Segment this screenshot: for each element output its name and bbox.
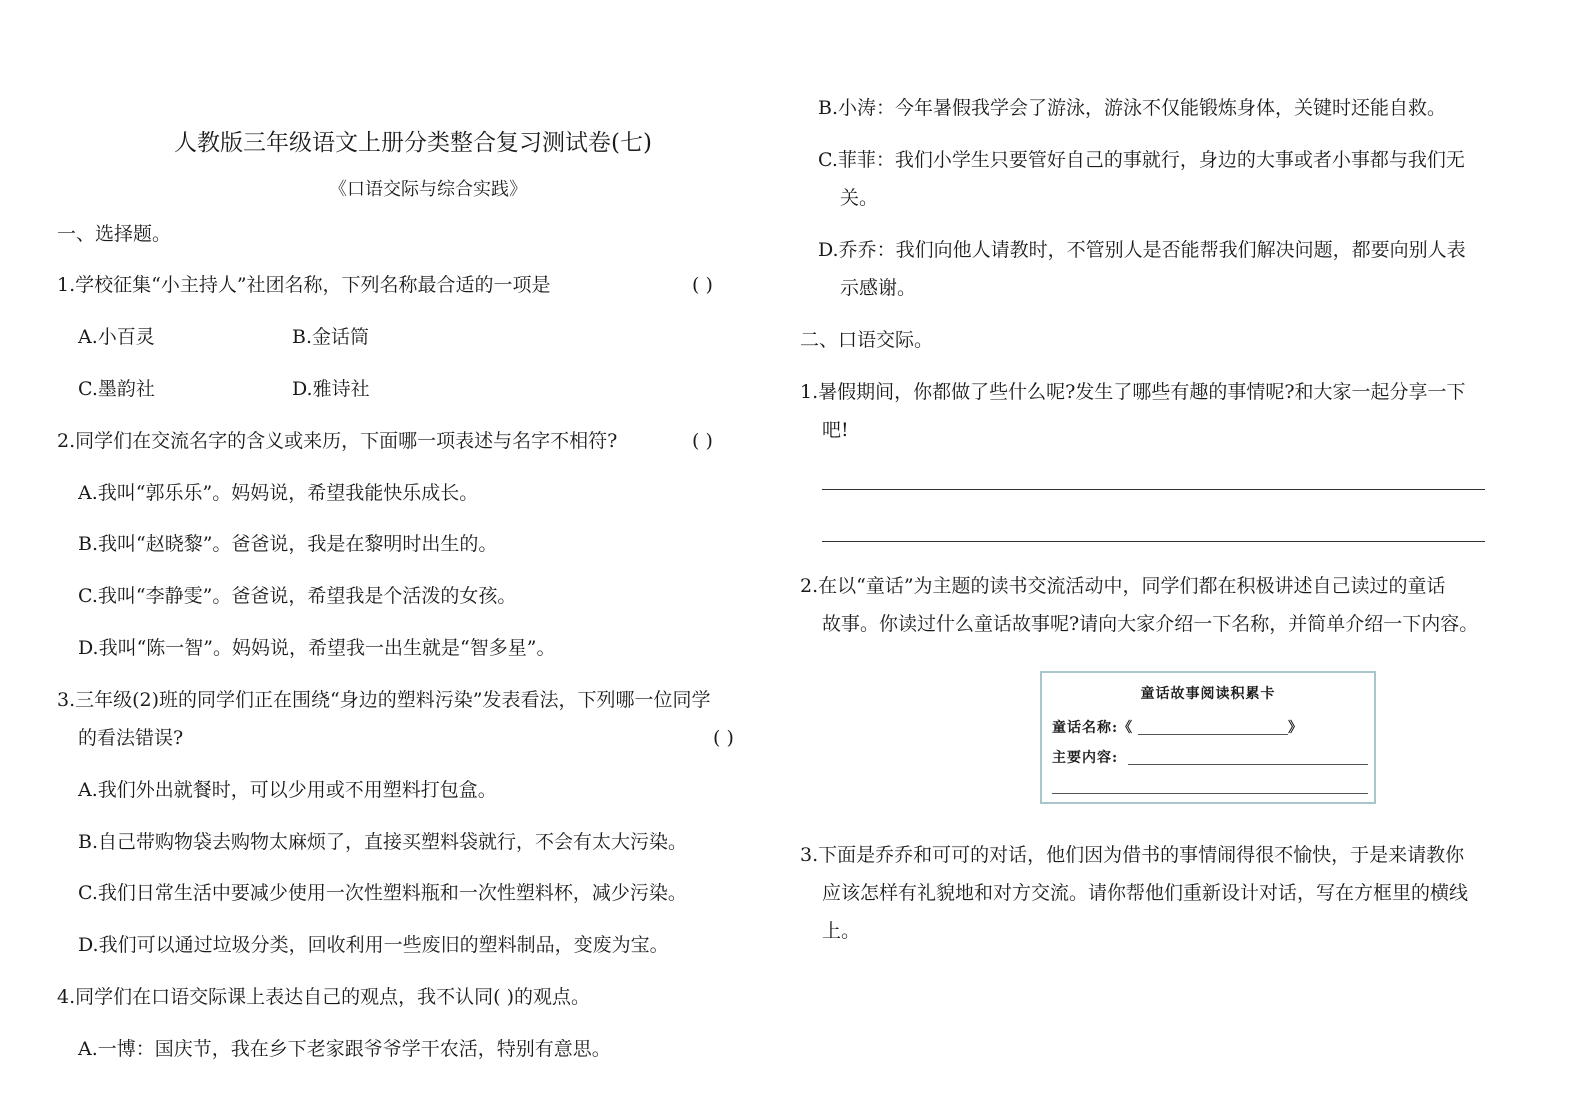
- card-content-blank-1[interactable]: [1128, 764, 1368, 765]
- q3-option-c: C.我们日常生活中要减少使用一次性塑料瓶和一次性塑料杯，减少污染。: [78, 882, 687, 904]
- q2-option-d: D.我叫“陈一智”。妈妈说，希望我一出生就是“智多星”。: [78, 637, 556, 659]
- q2-option-a: A.我叫“郭乐乐”。妈妈说，希望我能快乐成长。: [78, 482, 479, 504]
- oral-q1-line1: 1.暑假期间，你都做了些什么呢?发生了哪些有趣的事情呢?和大家一起分享一下: [800, 381, 1466, 403]
- q2-option-b: B.我叫“赵晓黎”。爸爸说，我是在黎明时出生的。: [78, 533, 498, 555]
- q4-option-d-line1: D.乔乔：我们向他人请教时，不管别人是否能帮我们解决问题，都要向别人表: [818, 239, 1466, 261]
- answer-line-2[interactable]: [822, 541, 1485, 542]
- question-3-line1: 3.三年级(2)班的同学们正在围绕“身边的塑料污染”发表看法，下列哪一位同学: [57, 689, 711, 711]
- q4-option-c-line1: C.菲菲：我们小学生只要管好自己的事就行，身边的大事或者小事都与我们无: [818, 149, 1465, 171]
- q4-option-b: B.小涛：今年暑假我学会了游泳，游泳不仅能锻炼身体，关键时还能自救。: [818, 97, 1447, 119]
- card-content-blank-2[interactable]: [1052, 793, 1368, 794]
- q2-option-c: C.我叫“李静雯”。爸爸说，希望我是个活泼的女孩。: [78, 585, 517, 607]
- reading-card: [1040, 671, 1376, 804]
- page-subtitle: 《口语交际与综合实践》: [329, 179, 527, 200]
- section-heading-oral: 二、口语交际。: [800, 329, 934, 351]
- card-name-close: 》: [1288, 720, 1303, 736]
- answer-paren-q3[interactable]: ( ): [713, 727, 734, 749]
- question-1-text: 1.学校征集“小主持人”社团名称，下列名称最合适的一项是: [57, 274, 551, 296]
- oral-q3-line3: 上。: [822, 920, 861, 942]
- q4-option-d-line2: 示感谢。: [840, 277, 917, 299]
- q3-option-d: D.我们可以通过垃圾分类，回收利用一些废旧的塑料制品，变废为宝。: [78, 934, 669, 956]
- oral-q3-line1: 3.下面是乔乔和可可的对话，他们因为借书的事情闹得很不愉快，于是来请教你: [800, 844, 1465, 866]
- oral-q2-line2: 故事。你读过什么童话故事呢?请向大家介绍一下名称，并简单介绍一下内容。: [822, 613, 1479, 635]
- q1-option-c: C.墨韵社: [78, 378, 155, 400]
- card-name-label: 童话名称:《: [1052, 720, 1134, 736]
- reading-card-title: 童话故事阅读积累卡: [1140, 686, 1276, 702]
- answer-paren-q1[interactable]: ( ): [692, 274, 713, 296]
- card-name-blank[interactable]: [1138, 734, 1288, 735]
- q1-option-d: D.雅诗社: [292, 378, 370, 400]
- q1-option-a: A.小百灵: [78, 326, 155, 348]
- q4-option-c-line2: 关。: [840, 187, 879, 209]
- card-content-label: 主要内容:: [1052, 750, 1119, 766]
- answer-paren-q2[interactable]: ( ): [692, 430, 713, 452]
- oral-q2-line1: 2.在以“童话”为主题的读书交流活动中，同学们都在积极讲述自己读过的童话: [800, 575, 1446, 597]
- section-heading-choice: 一、选择题。: [57, 223, 172, 245]
- page-title: 人教版三年级语文上册分类整合复习测试卷(七): [174, 130, 652, 156]
- question-4-text: 4.同学们在口语交际课上表达自己的观点，我不认同( )的观点。: [57, 986, 590, 1008]
- question-2-text: 2.同学们在交流名字的含义或来历，下面哪一项表述与名字不相符?: [57, 430, 618, 452]
- answer-line-1[interactable]: [822, 489, 1485, 490]
- oral-q3-line2: 应该怎样有礼貌地和对方交流。请你帮他们重新设计对话，写在方框里的横线: [822, 882, 1469, 904]
- q3-option-b: B.自己带购物袋去购物太麻烦了，直接买塑料袋就行，不会有太大污染。: [78, 831, 688, 853]
- oral-q1-line2: 吧!: [822, 419, 849, 441]
- q3-option-a: A.我们外出就餐时，可以少用或不用塑料打包盒。: [78, 779, 497, 801]
- q1-option-b: B.金话筒: [292, 326, 370, 348]
- q4-option-a: A.一博：国庆节，我在乡下老家跟爷爷学干农活，特别有意思。: [78, 1038, 611, 1060]
- question-3-line2: 的看法错误?: [78, 727, 184, 749]
